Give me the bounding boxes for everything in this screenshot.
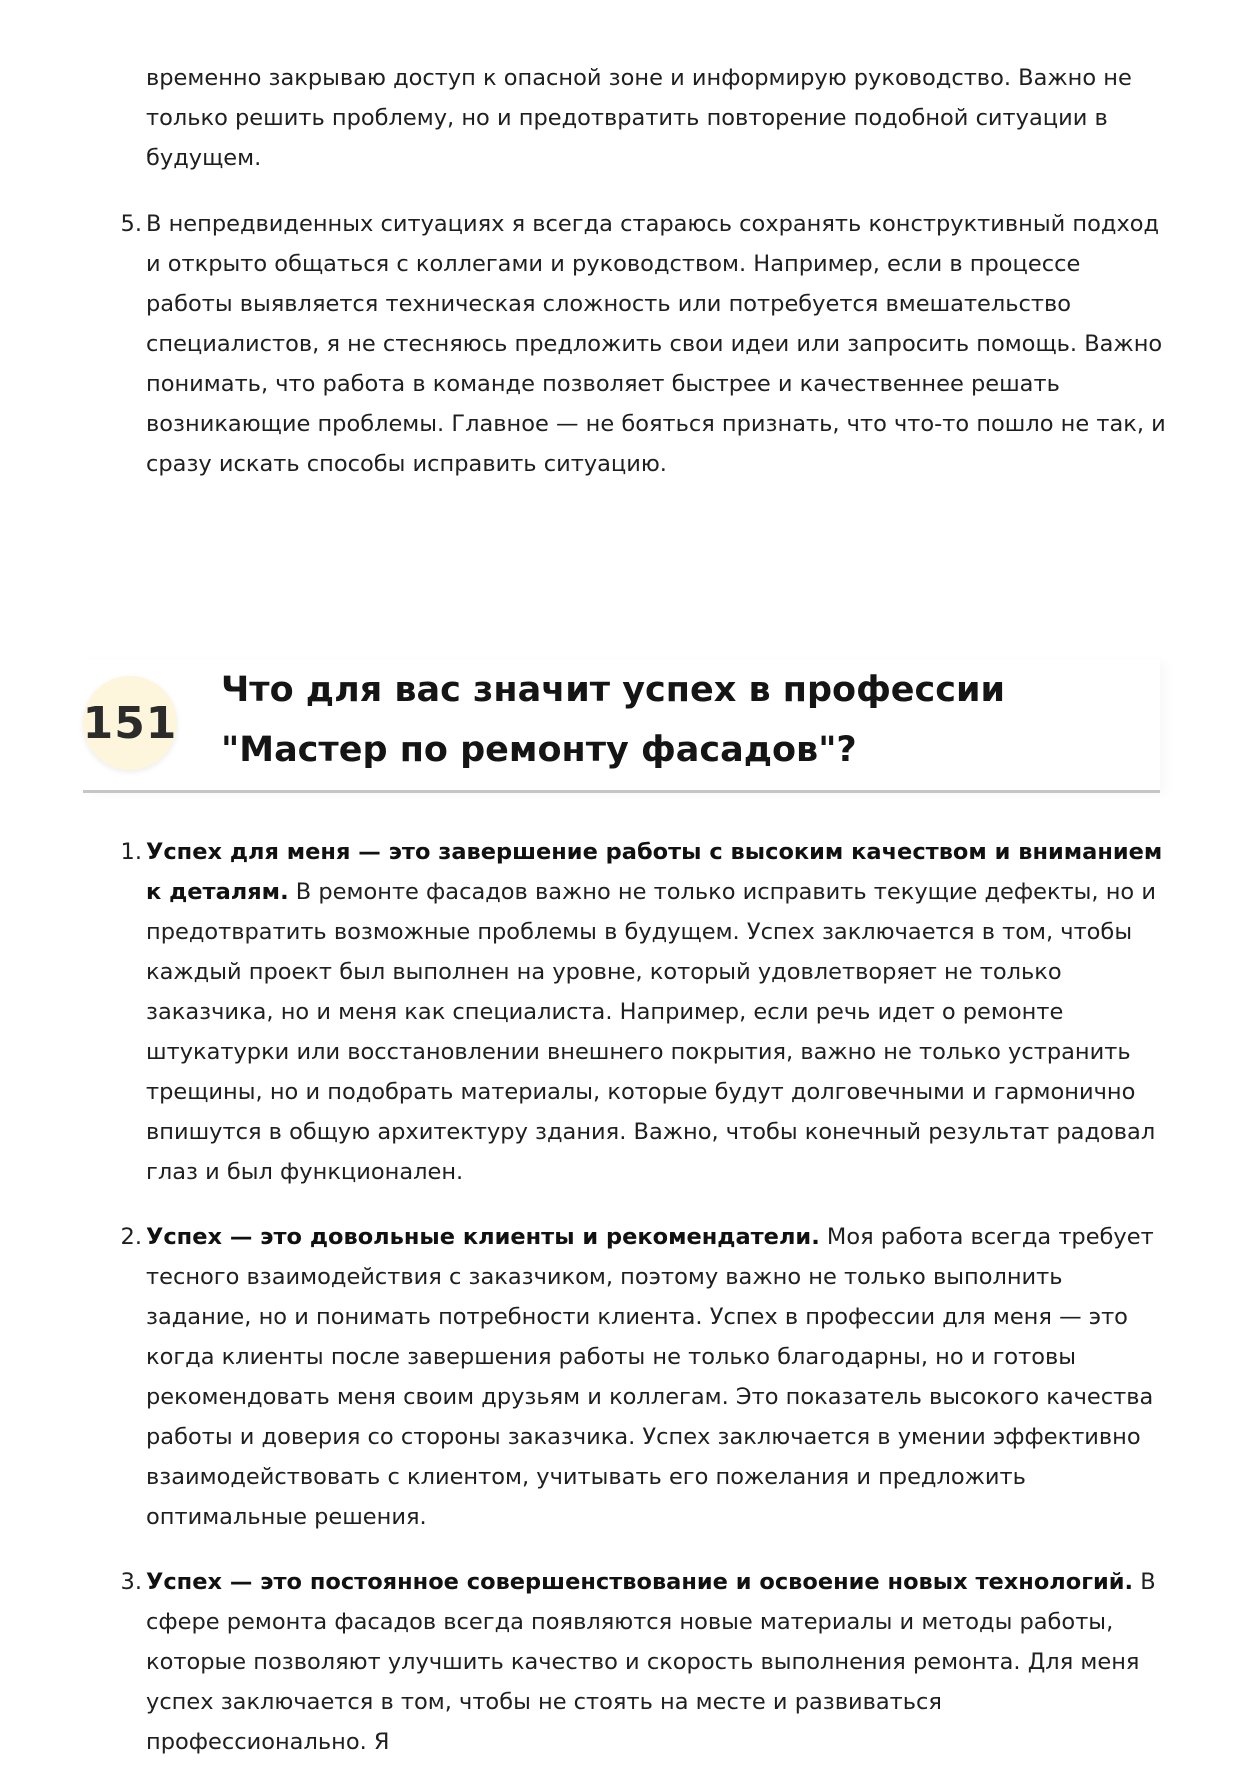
list-item-number: 5.: [120, 211, 142, 237]
question-number-badge: 151: [83, 676, 177, 770]
question-title: Что для вас значит успех в профессии "Мастер по ремонту фасадов"?: [221, 670, 1006, 770]
previous-list-item: [120, 204, 1166, 484]
list-item-text: В сфере ремонта фасадов всегда появляются новые материалы и методы работы, которые позволяют улучшить качество и скорость выполнения ремонта. Для меня успех заключается в том, чтобы не стоять на месте и развиваться профессионально. Я: [146, 1569, 1156, 1755]
list-item-lead: Успех для меня — это завершение работы с высоким качеством и вниманием к деталям.: [146, 839, 1163, 905]
list-item-text: В ремонте фасадов важно не только исправить текущие дефекты, но и предотвратить возможные проблемы в будущем. Успех заключается в том, чтобы каждый проект был выполнен на уровне, который удовлетворяет не только заказчика, но и меня как специалиста. Например, если речь идет о ремонте штукатурки или восстановлении внешнего покрытия, важно не только устранить трещины, но и подобрать материалы, которые будут долговечными и гармонично впишутся в общую архитектуру здания. Важно, чтобы конечный результат радовал глаз и был функционален.: [146, 879, 1156, 1185]
list-item-lead: Успех — это постоянное совершенствование и освоение новых технологий.: [146, 1569, 1134, 1595]
list-item-lead: Успех — это довольные клиенты и рекомендатели.: [146, 1224, 820, 1250]
previous-answer-continuation: временно закрываю доступ к опасной зоне и информирую руководство. Важно не только решить проблему, но и предотвратить повторение подобной ситуации в будущем.: [146, 65, 1132, 171]
answer-list: [120, 832, 1166, 1787]
list-item-number: 3.: [120, 1569, 142, 1595]
list-item: [120, 1217, 1166, 1537]
list-item-number: 1.: [120, 839, 142, 865]
list-item: [120, 1562, 1166, 1762]
list-item-text: Моя работа всегда требует тесного взаимодействия с заказчиком, поэтому важно не только выполнить задание, но и понимать потребности клиента. Успех в профессии для меня — это когда клиенты после завершения работы не только благодарны, но и готовы рекомендовать меня своим друзьям и коллегам. Это показатель высокого качества работы и доверия со стороны заказчика. Успех заключается в умении эффективно взаимодействовать с клиентом, учитывать его пожелания и предложить оптимальные решения.: [146, 1224, 1154, 1530]
list-item: [120, 832, 1166, 1192]
list-item-number: 2.: [120, 1224, 142, 1250]
question-header: [83, 660, 1160, 793]
list-item-text: В непредвиденных ситуациях я всегда стараюсь сохранять конструктивный подход и открыто общаться с коллегами и руководством. Например, если в процессе работы выявляется техническая сложность или потребуется вмешательство специалистов, я не стесняюсь предложить свои идеи или запросить помощь. Важно понимать, что работа в команде позволяет быстрее и качественнее решать возникающие проблемы. Главное — не бояться признать, что что-то пошло не так, и сразу искать способы исправить ситуацию.: [146, 211, 1166, 477]
